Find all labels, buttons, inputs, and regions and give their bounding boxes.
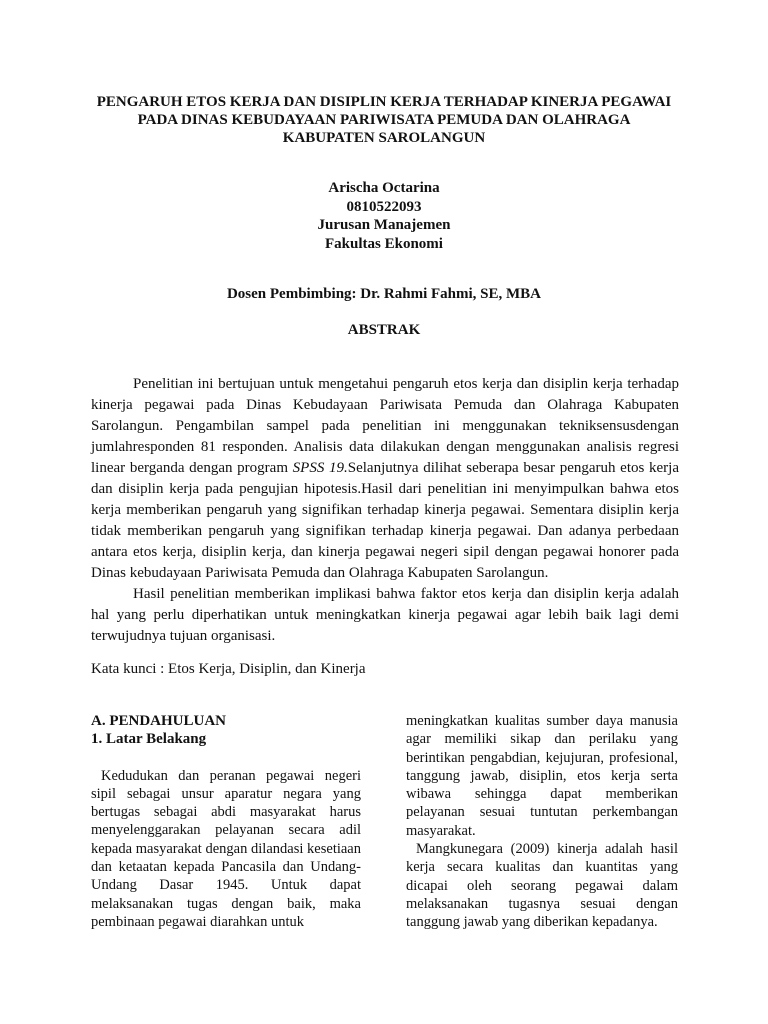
title-line-3: KABUPATEN SAROLANGUN	[282, 130, 486, 146]
abstract-paragraph-2: Hasil penelitian memberikan implikasi bahwa faktor etos kerja dan disiplin kerja adalah hal yang perlu diperhatikan untuk meningkatkan kinerja pegawai agar lebih baik lagi demi terwujudnya tujuan organisasi.	[91, 586, 679, 644]
title-line-2: PADA DINAS KEBUDAYAAN PARIWISATA PEMUDA DAN OLAHRAGA	[137, 112, 631, 128]
left-column	[91, 712, 361, 931]
subsection-heading: 1. Latar Belakang	[91, 731, 207, 748]
abstract-body	[91, 374, 679, 647]
right-column	[406, 712, 678, 932]
abstract-paragraph-1	[91, 374, 679, 584]
left-column-paragraph: Kedudukan dan peranan pegawai negeri sipil sebagai unsur aparatur negara yang bertugas sebagai abdi masyarakat harus menyelenggarakan pelayanan secara adil kepada masyarakat dengan dilandasi kesetiaan dan ketaatan kepada Pancasila dan Undang-Undang Dasar 1945. Untuk dapat melaksanakan tugas dengan baik, maka pembinaan pegawai diarahkan untuk	[91, 767, 361, 930]
department: Jurusan Manajemen	[317, 217, 451, 233]
student-id: 0810522093	[346, 198, 422, 215]
section-heading: A. PENDAHULUAN	[91, 713, 226, 729]
title-line-1: PENGARUH ETOS KERJA DAN DISIPLIN KERJA TERHADAP KINERJA PEGAWAI	[96, 94, 672, 110]
right-column-paragraph-2: Mangkunegara (2009) kinerja adalah hasil kerja secara kualitas dan kuantitas yang dicapai oleh seorang pegawai dalam melaksanakan tugasnya sesuai dengan tanggung jawab yang diberikan kepadanya.	[406, 841, 678, 931]
keywords-line: Kata kunci : Etos Kerja, Disiplin, dan Kinerja	[91, 661, 366, 677]
author-block	[184, 179, 584, 253]
right-column-paragraph-1: meningkatkan kualitas sumber daya manusia agar memiliki sikap dan perilaku yang berintikan pengabdian, kejujuran, profesional, tanggung jawab, disiplin, etos kerja serta wibawa sehingga dapat memberikan pelayanan sesuai tuntutan perkembangan masyarakat.	[406, 713, 678, 839]
software-name: SPSS 19.	[292, 460, 348, 476]
abstract-heading: ABSTRAK	[347, 322, 421, 338]
faculty: Fakultas Ekonomi	[325, 235, 443, 252]
author-name: Arischa Octarina	[328, 180, 440, 196]
abstract-text-b: Selanjutnya dilihat seberapa besar pengaruh etos kerja dan disiplin kerja pada pengujian hipotesis.Hasil dari penelitian ini menyimpulkan bahwa etos kerja memberikan pengaruh yang signifikan terhadap kinerja pegawai. Sementara disiplin kerja tidak memberikan pengaruh yang signifikan terhadap kinerja pegawai. Dan adanya perbedaan antara etos kerja, disiplin kerja, dan kinerja pegawai negeri sipil dengan pegawai honorer pada Dinas kebudayaan Pariwisata Pemuda dan Olahraga Kabupaten Sarolangun.	[91, 460, 679, 581]
paper-title	[70, 93, 698, 147]
abstract-text-a: Penelitian ini bertujuan untuk mengetahui pengaruh etos kerja dan disiplin kerja terhadap kinerja pegawai pada Dinas Kebudayaan Pariwisata Pemuda dan Olahraga Kabupaten Sarolangun. Pengambilan sampel pada penelitian ini menggunakan tekniksensusdengan jumlahresponden 81 responden. Analisis data dilakukan dengan menggunakan analisis regresi linear berganda dengan program	[91, 376, 679, 476]
supervisor-line: Dosen Pembimbing: Dr. Rahmi Fahmi, SE, MBA	[226, 286, 542, 302]
